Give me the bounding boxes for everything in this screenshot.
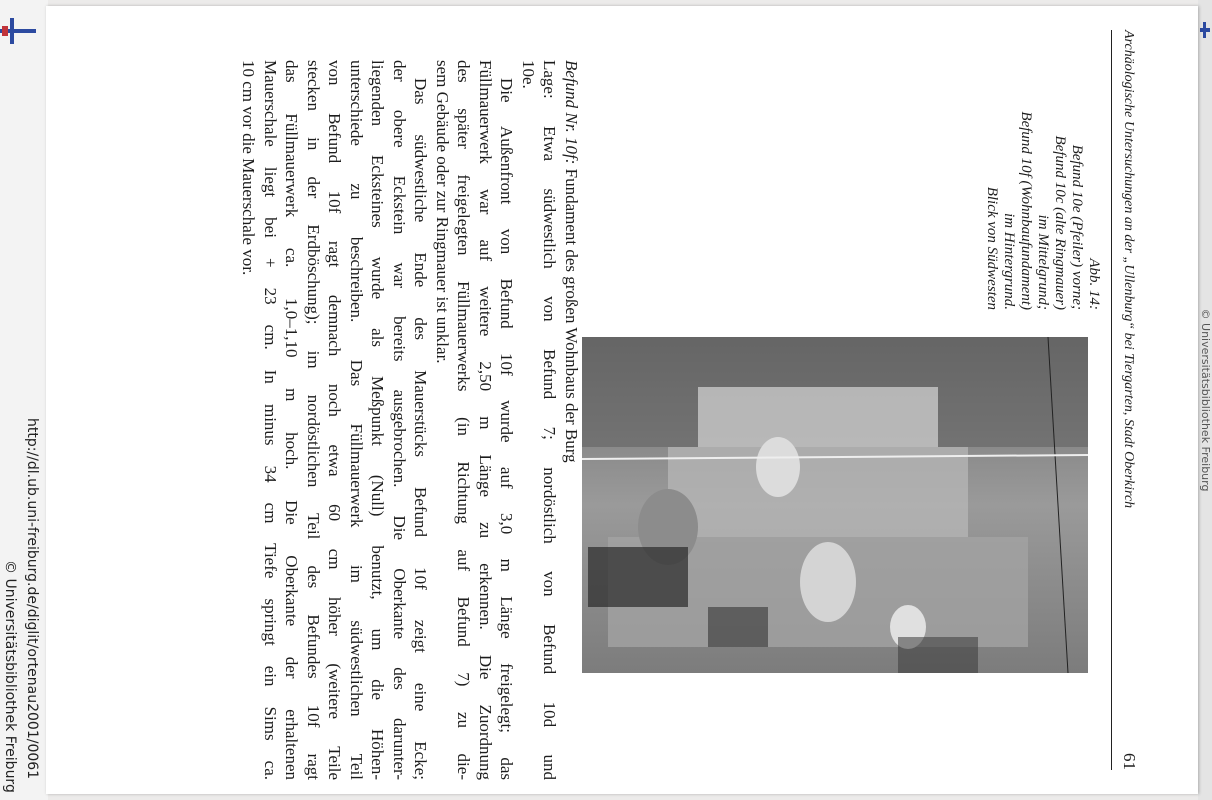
heading-title: Fundament des großen Wohnbaus der Burg bbox=[562, 164, 581, 463]
page-number: 61 bbox=[1120, 753, 1139, 770]
text-line: liegenden Ecksteines wurde als Meßpunkt (Null) benutzt, um die Höhen- bbox=[368, 60, 388, 780]
caption-line: Befund 10c (alte Ringmauer) bbox=[1052, 135, 1068, 310]
text-line: von Befund 10f ragt demnach noch etwa 60 cm höher (weitere Teile bbox=[325, 60, 345, 780]
library-logo-icon bbox=[0, 18, 36, 44]
caption-line: im Hintergrund. bbox=[1001, 213, 1017, 310]
caption-line: Blick von Südwesten bbox=[984, 186, 1000, 310]
footer-url[interactable]: http://dl.ub.uni-freiburg.de/diglit/ortenau2001/0061 bbox=[24, 418, 40, 780]
text-line: Das südwestliche Ende des Mauerstücks Befund 10f zeigt eine Ecke; bbox=[411, 78, 431, 780]
text-line: der obere Eckstein war bereits ausgebrochen. Die Oberkante des darunter- bbox=[390, 60, 409, 780]
text-line: Mauerschale liegt bei + 23 cm. In minus 34 cm Tiefe springt ein Sims ca. bbox=[261, 60, 280, 780]
figure-caption bbox=[983, 50, 1102, 310]
text-line: Die Außenfront von Befund 10f wurde auf 3,0 m Länge freigelegt; das bbox=[497, 78, 517, 780]
edge-copyright: © Universitätsbibliothek Freiburg bbox=[1199, 308, 1212, 492]
text-line: 10 cm vor die Mauerschale vor. bbox=[239, 60, 259, 276]
text-line: 10e. bbox=[519, 60, 538, 89]
text-line: stecken in der Erdböschung); im nordöstlichen Teil des Befundes 10f ragt bbox=[304, 60, 323, 780]
footer-copyright: © Universitätsbibliothek Freiburg bbox=[2, 560, 18, 793]
running-title: Archäologische Untersuchungen an der „Ullenburg“ bei Tiergarten, Stadt Oberkirch bbox=[1121, 30, 1136, 509]
library-mark-icon bbox=[1200, 22, 1210, 38]
text-line: sem Gebäude oder zur Ringmauer ist unklar. bbox=[433, 60, 452, 364]
text-line: des später freigelegten Füllmauerwerks (in Richtung auf Befund 7) zu die- bbox=[454, 60, 474, 780]
heading-label: Befund Nr. 10f: bbox=[562, 60, 581, 165]
paragraph-1 bbox=[432, 60, 518, 780]
paragraph-2 bbox=[238, 60, 432, 780]
caption-line: Befund 10e (Pfeiler) vorne; bbox=[1069, 144, 1085, 310]
section-heading bbox=[561, 60, 583, 780]
lage-paragraph bbox=[518, 60, 561, 780]
text-line: unterschiede zu beschreiben. Das Füllmauerwerk im südwestlichen Teil bbox=[347, 60, 366, 780]
caption-line: im Mittelgrund; bbox=[1035, 214, 1051, 310]
running-header bbox=[1111, 30, 1140, 770]
main-text bbox=[238, 60, 582, 780]
text-line: das Füllmauerwerk ca. 1,0–1,10 m hoch. Die Oberkante der erhaltenen bbox=[282, 60, 302, 780]
rotated-page-content bbox=[90, 30, 1170, 780]
text-line: Lage: Etwa südwestlich von Befund 7; nordöstlich von Befund 10d und bbox=[540, 60, 560, 780]
text-line: Füllmauerwerk war auf weitere 2,50 m Länge zu erkennen. Die Zuordnung bbox=[476, 60, 495, 780]
excavation-photo bbox=[582, 337, 1088, 673]
caption-line: Abb. 14: bbox=[1086, 258, 1102, 310]
caption-line: Befund 10f (Wohnbaufundament) bbox=[1018, 111, 1034, 310]
